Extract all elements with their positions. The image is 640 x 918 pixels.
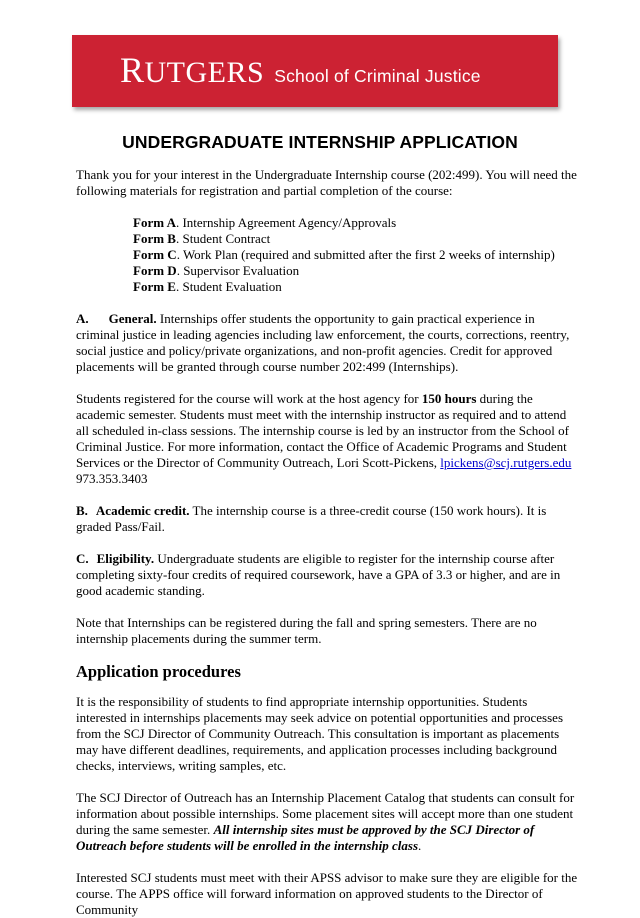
email-link[interactable]: lpickens@scj.rutgers.edu: [440, 455, 572, 470]
form-item: Form C. Work Plan (required and submitted after the first 2 weeks of internship): [133, 247, 555, 262]
advisor-paragraph: Interested SCJ students must meet with their APSS advisor to make sure they are eligible for the course. The APPS office will forward information on approved students to the Director of Community: [76, 870, 578, 917]
procedures-paragraph: It is the responsibility of students to find appropriate internship opportunities. Students interested in internships placements may seek advice on potential opportunities and processes from the SCJ Director of Community Outreach. This consultation is important as placements may have different deadlines, requirements, and application processes including background checks, interviews, writing samples, etc.: [76, 694, 564, 773]
rutgers-wordmark: RUTGERS: [120, 50, 265, 90]
section-credit: B. Academic credit. The internship course is a three-credit course (150 work hours). It is graded Pass/Fail.: [76, 503, 547, 534]
form-item: Form B. Student Contract: [133, 231, 271, 246]
form-item: Form D. Supervisor Evaluation: [133, 263, 300, 278]
catalog-paragraph: The SCJ Director of Outreach has an Internship Placement Catalog that students can consult for information about possible internships. Some placement sites will accept more than one student during the same semester. All internship sites must be approved by the SCJ Director of Outreach before students will be enrolled in the internship class.: [76, 790, 575, 853]
header-banner: [72, 35, 558, 107]
hours-paragraph: Students registered for the course will work at the host agency for 150 hours during the academic semester. Students must meet with the internship instructor as required and to attend all scheduled in-class sessions. The internship course is led by an instructor from the School of Criminal Justice. For more information, contact the Office of Academic Programs and Student Services or the Director of Community Outreach, Lori Scott-Pickens, lpickens@scj.rutgers.edu 973.353.3403: [76, 391, 572, 486]
school-name: School of Criminal Justice: [274, 66, 481, 86]
form-item: Form A. Internship Agreement Agency/Approvals: [133, 215, 397, 230]
forms-list: [133, 215, 580, 295]
document-body: [76, 167, 580, 918]
form-item: Form E. Student Evaluation: [133, 279, 282, 294]
logo: [120, 50, 481, 90]
note-paragraph: Note that Internships can be registered during the fall and spring semesters. There are no internship placements during the summer term.: [76, 615, 537, 646]
procedures-heading: Application procedures: [76, 662, 241, 681]
section-general: A. General. Internships offer students the opportunity to gain practical experience in criminal justice in leading agencies including law enforcement, the courts, corrections, reentry, social justice and policy/private organizations, and non-profit agencies. Credit for approved placements will be granted through course number 202:499 (Internships).: [76, 311, 570, 374]
intro-paragraph: Thank you for your interest in the Undergraduate Internship course (202:499). You will need the following materials for registration and partial completion of the course:: [76, 167, 577, 198]
page-title: UNDERGRADUATE INTERNSHIP APPLICATION: [122, 132, 518, 152]
section-eligibility: C. Eligibility. Undergraduate students are eligible to register for the internship course after completing sixty-four credits of required coursework, have a GPA of 3.3 or higher, and are in good academic standing.: [76, 551, 561, 598]
